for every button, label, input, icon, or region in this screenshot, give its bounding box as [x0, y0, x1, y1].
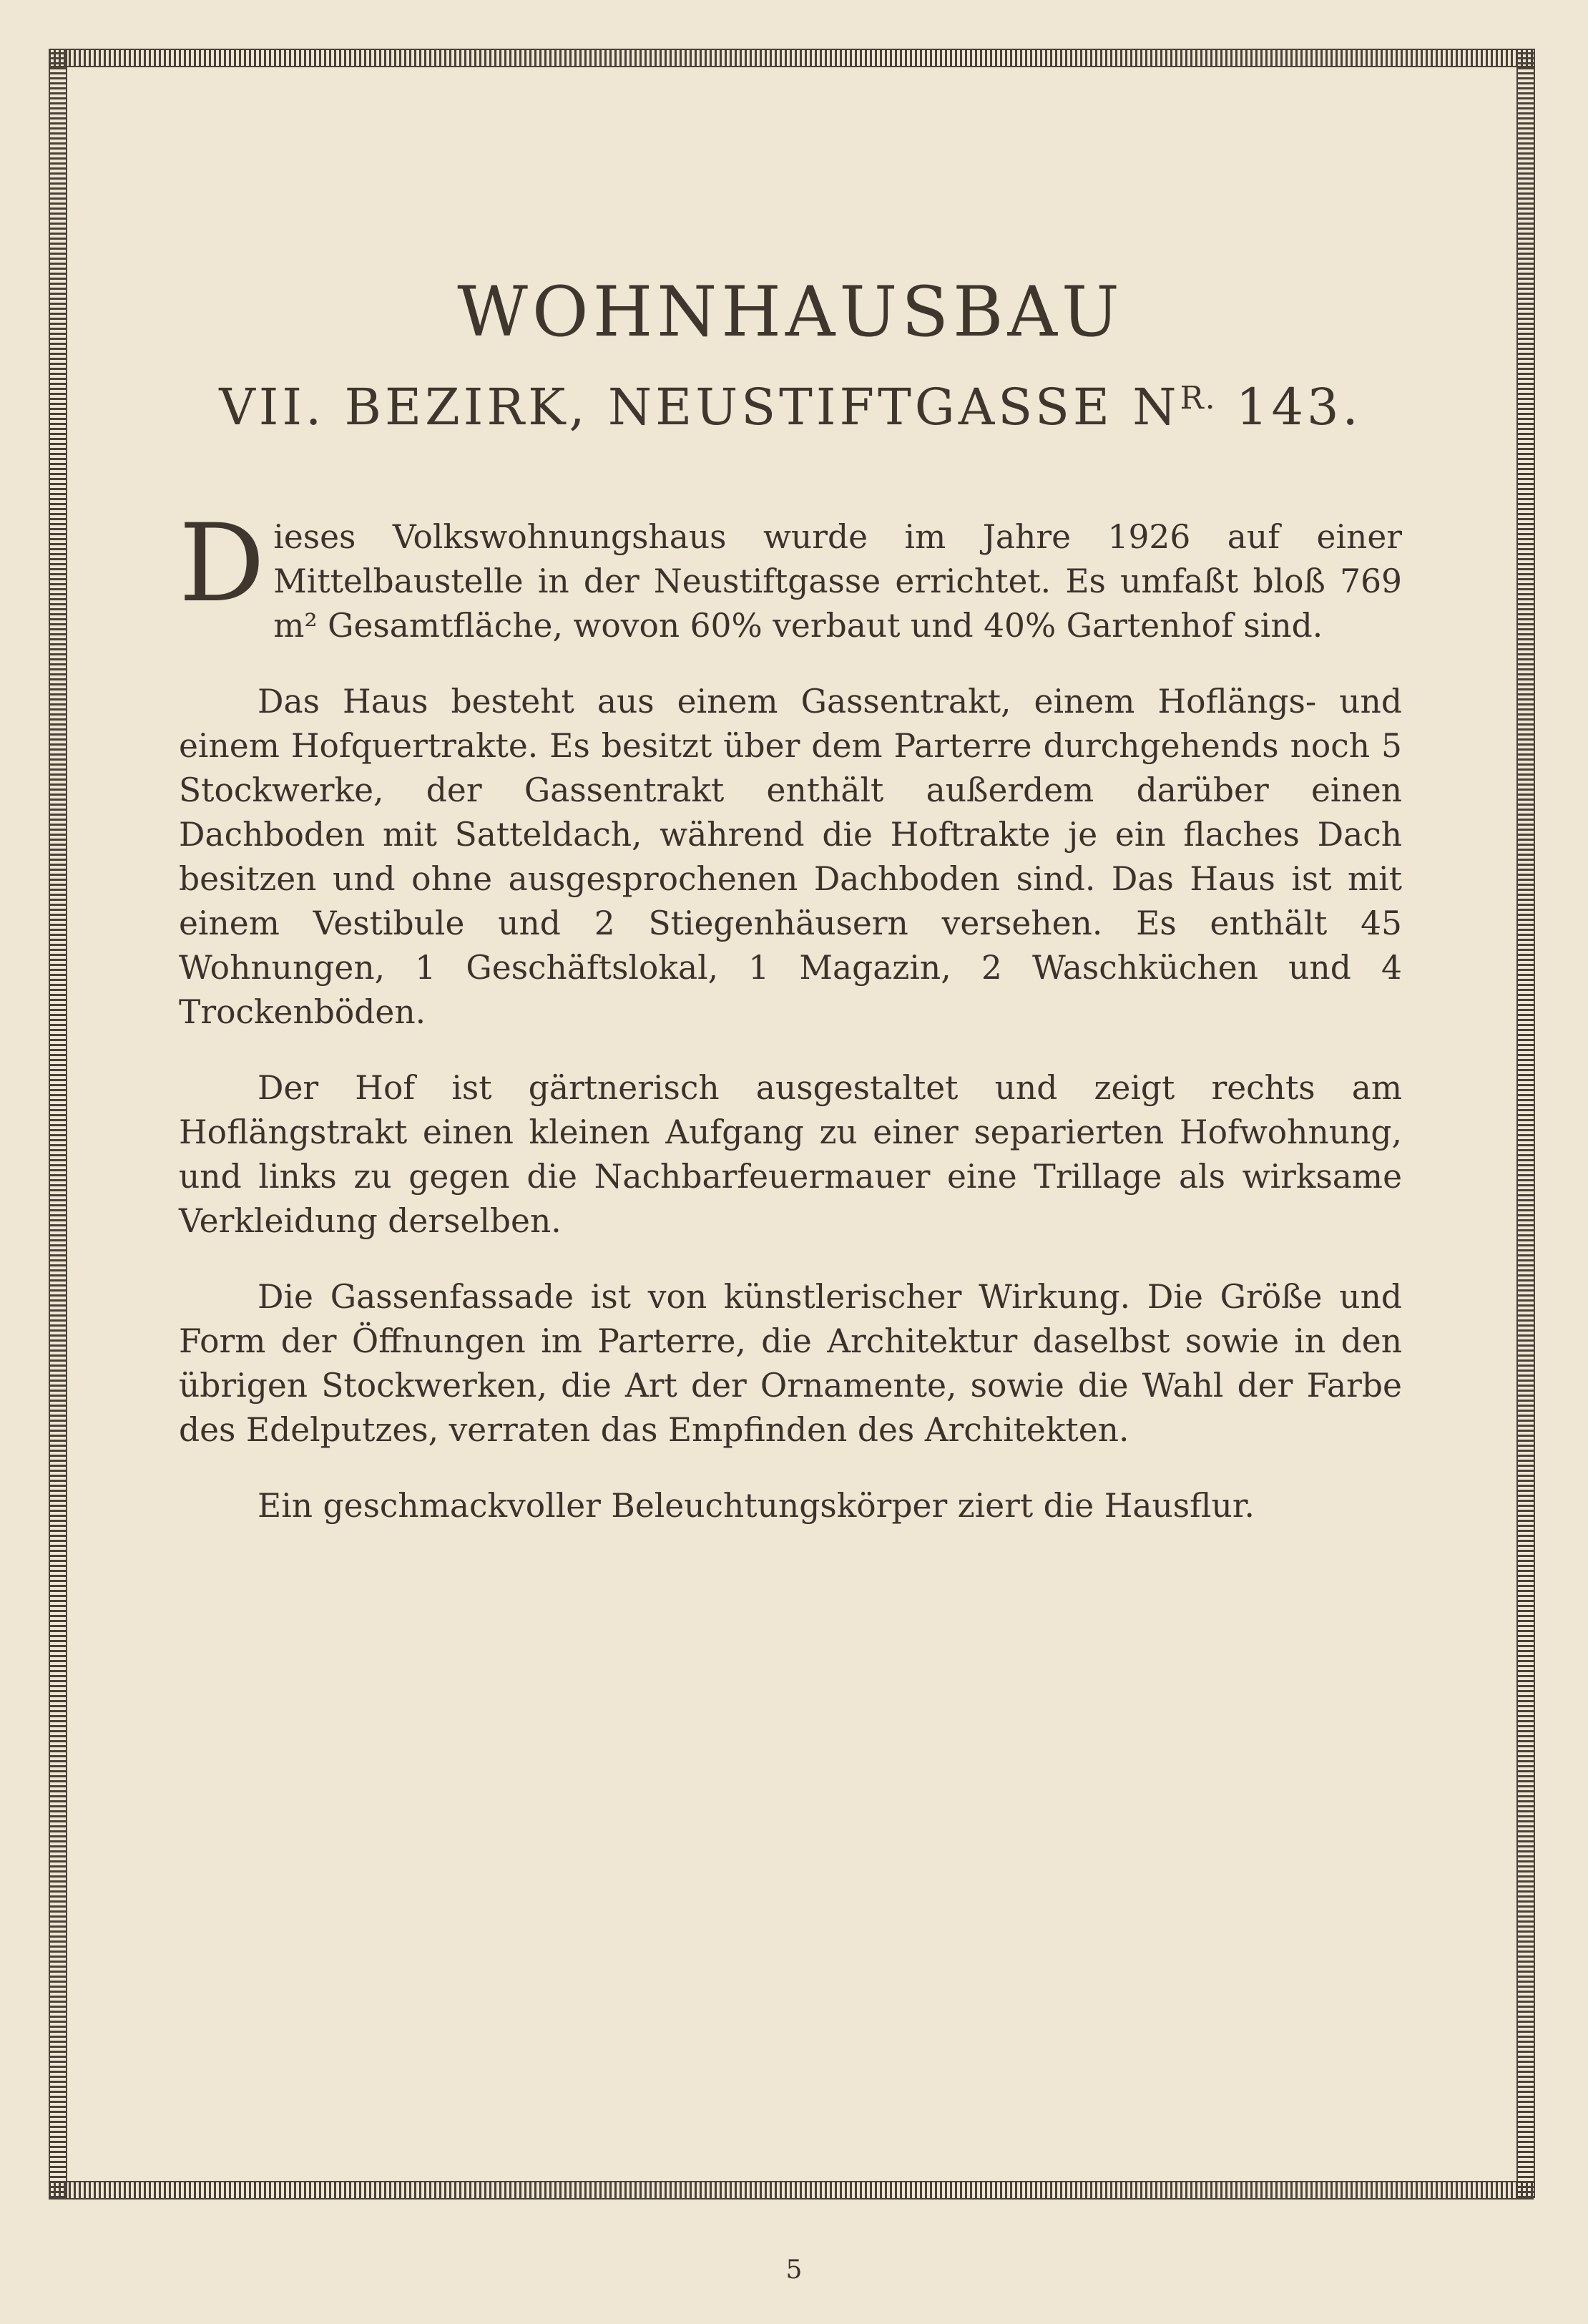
page-number: 5 — [785, 2255, 803, 2285]
body-text — [179, 502, 1402, 1528]
paragraph-5: Ein geschmackvoller Beleuchtungskörper ziert die Hausflur. — [258, 1487, 1255, 1525]
page-subtitle — [179, 378, 1402, 436]
drop-cap: D — [179, 502, 265, 626]
decorative-border-left — [49, 49, 67, 2198]
paragraph-2: Das Haus besteht aus einem Gassentrakt, einem Hoflängs- und einem Hofquertrakte. Es besitzt über dem Parterre durchgehends noch 5 Stockwerke, der Gassentrakt enthält außerdem darüber einen Dachboden mit Satteldach, während die Hoftrakte je ein flaches Dach besitzen und ohne ausgesprochenen Dachboden sind. Das Haus ist mit einem Vestibule und 2 Stiegenhäusern versehen. Es enthält 45 Wohnungen, 1 Geschäftslokal, 1 Magazin, 2 Waschküchen und 4 Trockenböden. — [179, 683, 1402, 1031]
subtitle-superscript: R. — [1180, 380, 1217, 416]
paragraph-1 — [179, 502, 1402, 648]
paragraph-3: Der Hof ist gärtnerisch ausgestaltet und zeigt rechts am Hoflängstrakt einen kleinen Aufgang zu einer separierten Hofwohnung, und links zu gegen die Nachbarfeuermauer eine Trillage als wirksame Verkleidung derselben. — [179, 1069, 1402, 1240]
paragraph-4: Die Gassenfassade ist von künstlerischer Wirkung. Die Größe und Form der Öffnungen im Parterre, die Architektur daselbst sowie in den übrigen Stockwerken, die Art der Ornamente, sowie die Wahl der Farbe des Edelputzes, verraten das Empfinden des Architekten. — [179, 1278, 1402, 1449]
decorative-border-right — [1516, 49, 1535, 2198]
decorative-border-bottom — [49, 2181, 1534, 2200]
page-title: WOHNHAUSBAU — [457, 272, 1124, 352]
subtitle-number: 143. — [1216, 378, 1362, 436]
decorative-border-top — [49, 49, 1534, 67]
page-content — [179, 272, 1402, 1560]
subtitle-main: VII. BEZIRK, NEUSTIFTGASSE N — [219, 378, 1180, 436]
paragraph-1-text: ieses Volkswohnungshaus wurde im Jahre 1926 auf einer Mittelbaustelle in der Neustiftgasse errichtet. Es umfaßt bloß 769 m² Gesamtfläche, wovon 60% verbaut und 40% Gartenhof sind. — [273, 518, 1402, 645]
